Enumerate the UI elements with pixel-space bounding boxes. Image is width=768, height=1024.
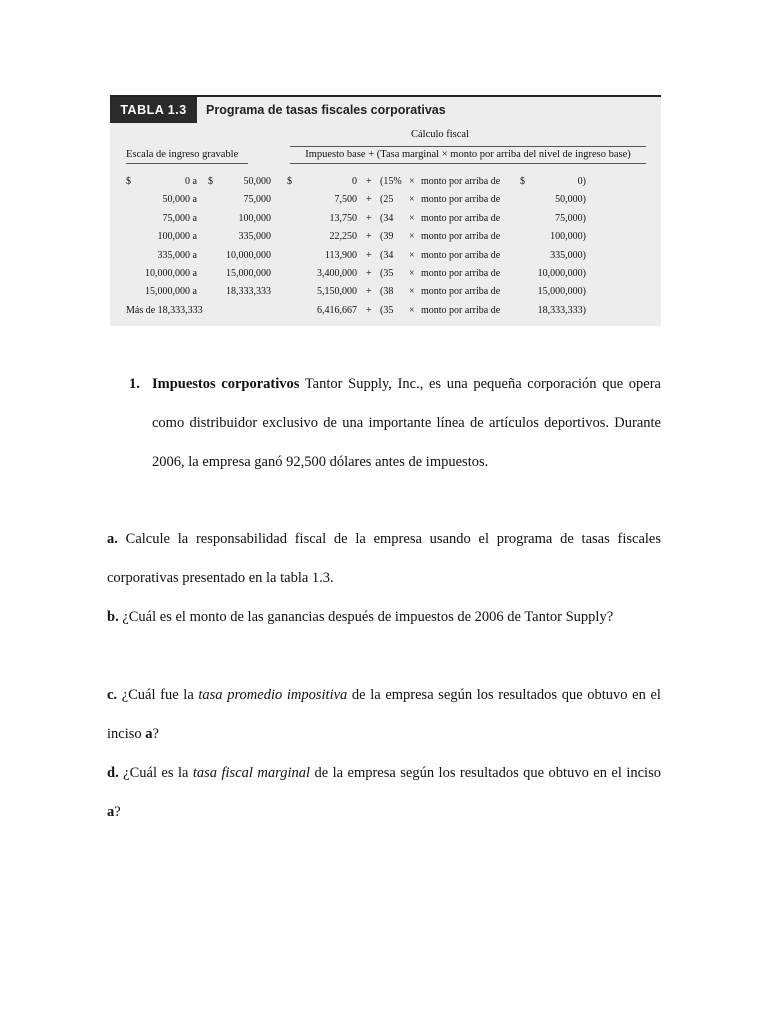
calc-header: Cálculo fiscal: [410, 129, 470, 140]
cell-income-low: 50,000 a: [162, 194, 197, 206]
cell-threshold: 0): [577, 176, 586, 187]
cell-income-low: 75,000 a: [162, 212, 197, 224]
question-d: [107, 754, 661, 832]
question-label: b.: [107, 609, 119, 625]
cell-description: monto por arriba de: [421, 286, 501, 298]
table-header-bar: [110, 95, 661, 123]
cell-threshold: 100,000): [550, 231, 586, 243]
question-text: ¿Cuál fue la: [117, 687, 199, 703]
cell-rate: (15%: [380, 176, 402, 187]
cell-income-high: 15,000,000: [226, 267, 271, 279]
question-label: a.: [107, 531, 118, 547]
cell-times: ×: [409, 231, 415, 243]
question-reference: a: [145, 726, 153, 742]
cell-plus: +: [366, 194, 372, 206]
cell-income-low: 335,000 a: [157, 249, 197, 261]
cell-income-low: 15,000,000 a: [145, 286, 197, 298]
table-row: [110, 228, 661, 246]
cell-income-high: 10,000,000: [226, 249, 271, 261]
table-label: TABLA 1.3: [110, 97, 197, 123]
cell-base-tax: 3,400,000: [317, 267, 357, 279]
cell-rate: (34: [380, 249, 394, 261]
question-text: Calcule la responsabilidad fiscal de la empresa usando el programa de tasas fiscales corporativas presentado en la tabla 1.3.: [107, 531, 661, 586]
cell-base-tax: 7,500: [334, 194, 357, 206]
cell-threshold: 18,333,333): [537, 304, 586, 316]
question-text: de la empresa según los resultados que obtuvo en el inciso: [107, 687, 661, 742]
table-row: [110, 210, 661, 228]
cell-description: monto por arriba de: [421, 212, 501, 224]
question-c: [107, 676, 661, 754]
cell-rate: (35: [380, 304, 394, 316]
tax-rate-table-figure: [110, 95, 661, 326]
cell-income-high: 18,333,333: [226, 286, 271, 298]
cell-rate: (39: [380, 231, 394, 243]
cell-description: monto por arriba de: [421, 267, 501, 279]
cell-threshold: 75,000): [555, 212, 586, 224]
table-row: [110, 265, 661, 283]
tax-formula-header: Impuesto base + (Tasa marginal × monto por arriba del nivel de ingreso base): [305, 149, 631, 160]
question-emphasis: tasa promedio impositiva: [198, 687, 348, 703]
cell-threshold: 10,000,000): [537, 267, 586, 279]
table-row: [110, 247, 661, 265]
question-emphasis: tasa fiscal marginal: [192, 765, 310, 781]
cell-description: monto por arriba de: [421, 231, 501, 243]
cell-description: monto por arriba de: [421, 176, 501, 187]
cell-rate: (25: [380, 194, 394, 206]
cell-base-tax: 6,416,667: [317, 304, 357, 316]
cell-currency: $: [208, 176, 213, 187]
header-rule-left: [126, 163, 248, 164]
cell-currency: $: [520, 176, 525, 187]
cell-base-tax: 0: [352, 176, 357, 187]
problem-number: 1.: [129, 376, 140, 392]
header-rule-right: [290, 163, 646, 164]
cell-times: ×: [409, 267, 415, 279]
table-body: [110, 173, 661, 320]
cell-times: ×: [409, 176, 415, 187]
table-row: [110, 173, 661, 191]
cell-description: monto por arriba de: [421, 304, 501, 316]
question-b: [107, 598, 661, 637]
table-title: Programa de tasas fiscales corporativas: [206, 103, 446, 117]
cell-plus: +: [366, 304, 372, 316]
table-row: [110, 191, 661, 209]
question-a: [107, 520, 661, 598]
cell-plus: +: [366, 249, 372, 261]
cell-base-tax: 5,150,000: [317, 286, 357, 298]
cell-rate: (34: [380, 212, 394, 224]
cell-plus: +: [366, 231, 372, 243]
cell-rate: (35: [380, 267, 394, 279]
cell-income-low: 100,000 a: [157, 231, 197, 243]
cell-currency: $: [126, 176, 131, 187]
problem-heading: Impuestos corporativos: [152, 376, 300, 392]
cell-rate: (38: [380, 286, 394, 298]
cell-times: ×: [409, 286, 415, 298]
cell-currency: $: [287, 176, 292, 187]
cell-income-low: 0 a: [185, 176, 197, 187]
problem-text: Tantor Supply, Inc., es una pequeña corporación que opera como distribuidor exclusivo de una importante línea de artículos deportivos. Durante 2006, la empresa ganó 92,500 dólares antes de impuestos.: [152, 376, 661, 470]
cell-plus: +: [366, 286, 372, 298]
income-scale-header: Escala de ingreso gravable: [126, 149, 239, 160]
cell-times: ×: [409, 212, 415, 224]
question-label: c.: [107, 687, 118, 703]
table-row: [110, 302, 661, 320]
cell-threshold: 15,000,000): [537, 286, 586, 298]
calc-header-rule: [290, 146, 646, 147]
question-end: ?: [114, 804, 121, 820]
question-text: ¿Cuál es la: [118, 765, 193, 781]
cell-base-tax: 13,750: [329, 212, 357, 224]
cell-times: ×: [409, 249, 415, 261]
cell-income-range: Más de 18,333,333: [126, 304, 203, 316]
cell-income-high: 75,000: [243, 194, 271, 206]
table-row: [110, 283, 661, 301]
question-text: de la empresa según los resultados que obtuvo en el inciso: [310, 765, 661, 781]
question-reference: a: [107, 804, 115, 820]
question-text: ¿Cuál es el monto de las ganancias después de impuestos de 2006 de Tantor Supply?: [118, 609, 614, 625]
cell-plus: +: [366, 212, 372, 224]
cell-income-high: 335,000: [238, 231, 271, 243]
cell-times: ×: [409, 194, 415, 206]
cell-threshold: 335,000): [550, 249, 586, 261]
cell-description: monto por arriba de: [421, 249, 501, 261]
cell-description: monto por arriba de: [421, 194, 501, 206]
cell-plus: +: [366, 267, 372, 279]
cell-base-tax: 113,900: [324, 249, 357, 261]
cell-plus: +: [366, 176, 372, 187]
question-label: d.: [107, 765, 119, 781]
problem-body: [152, 365, 661, 482]
cell-times: ×: [409, 304, 415, 316]
cell-income-low: 10,000,000 a: [145, 267, 197, 279]
cell-income-high: 100,000: [238, 212, 271, 224]
cell-income-high: 50,000: [243, 176, 271, 187]
question-end: ?: [152, 726, 159, 742]
cell-base-tax: 22,250: [329, 231, 357, 243]
problem-1: [107, 365, 661, 482]
cell-threshold: 50,000): [555, 194, 586, 206]
